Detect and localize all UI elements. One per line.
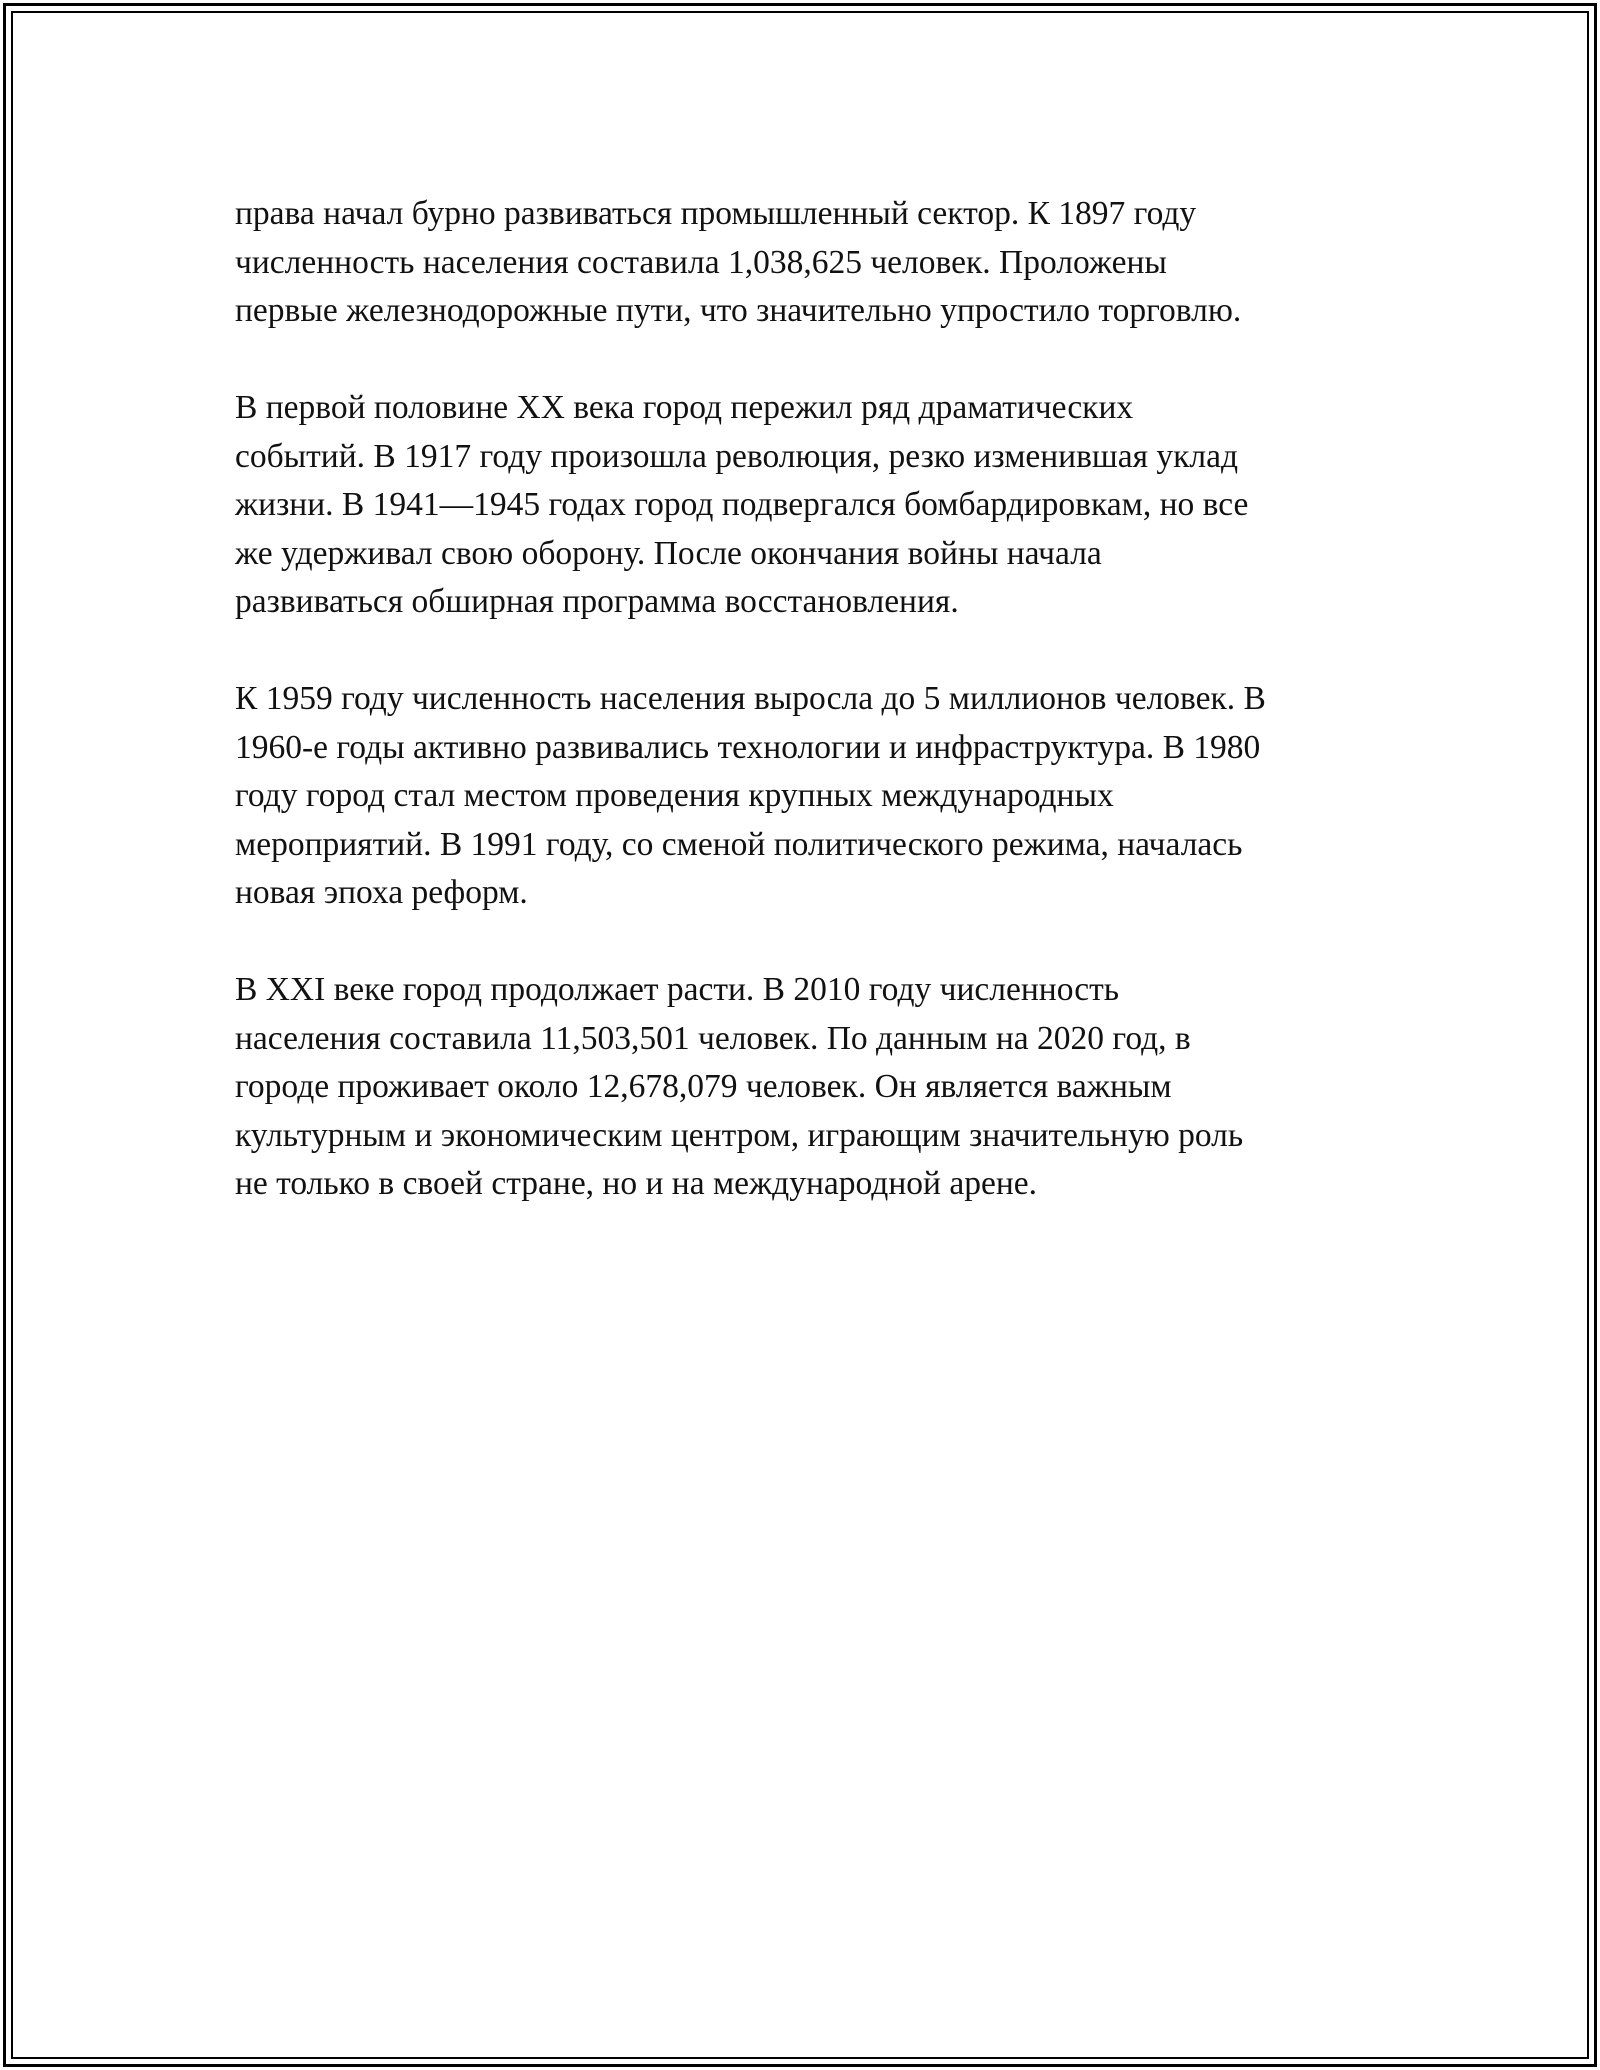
text-line: жизни. В 1941—1945 годах город подвергался бомбардировкам, но все — [235, 486, 1249, 523]
text-line: права начал бурно развиваться промышленный сектор. К 1897 году — [235, 195, 1197, 232]
text-line: 1960-е годы активно развивались технологии и инфраструктура. В 1980 — [235, 728, 1261, 766]
text-line: году город стал местом проведения крупных международных — [235, 777, 1114, 814]
text-line: В первой половине XX века город пережил ряд драматических — [235, 389, 1134, 426]
text-line: событий. В 1917 году произошла революция, резко изменившая уклад — [235, 437, 1239, 475]
text-line: мероприятий. В 1991 году, со сменой политического режима, началась — [235, 825, 1243, 863]
document-body — [235, 190, 1370, 1257]
paragraph-2 — [235, 384, 1370, 627]
text-line: К 1959 году численность населения выросла до 5 миллионов человек. В — [235, 680, 1266, 717]
text-line: культурным и экономическим центром, играющим значительную роль — [235, 1116, 1244, 1154]
paragraph-1 — [235, 190, 1370, 336]
text-line: первые железнодорожные пути, что значительно упростило торговлю. — [235, 292, 1242, 329]
paragraph-3 — [235, 675, 1370, 918]
text-line: новая эпоха реформ. — [235, 874, 528, 911]
text-line: не только в своей стране, но и на международной арене. — [235, 1165, 1037, 1202]
text-line: населения составила 11,503,501 человек. По данным на 2020 год, в — [235, 1019, 1191, 1057]
text-line: городе проживает около 12,678,079 человек. Он является важным — [235, 1068, 1172, 1105]
paragraph-4 — [235, 966, 1370, 1209]
text-line: численность населения составила 1,038,625 человек. Проложены — [235, 243, 1167, 281]
text-line: же удерживал свою оборону. После окончания войны начала — [235, 534, 1102, 572]
text-line: развиваться обширная программа восстановления. — [235, 583, 959, 620]
text-line: В XXI веке город продолжает расти. В 2010 году численность — [235, 971, 1120, 1008]
